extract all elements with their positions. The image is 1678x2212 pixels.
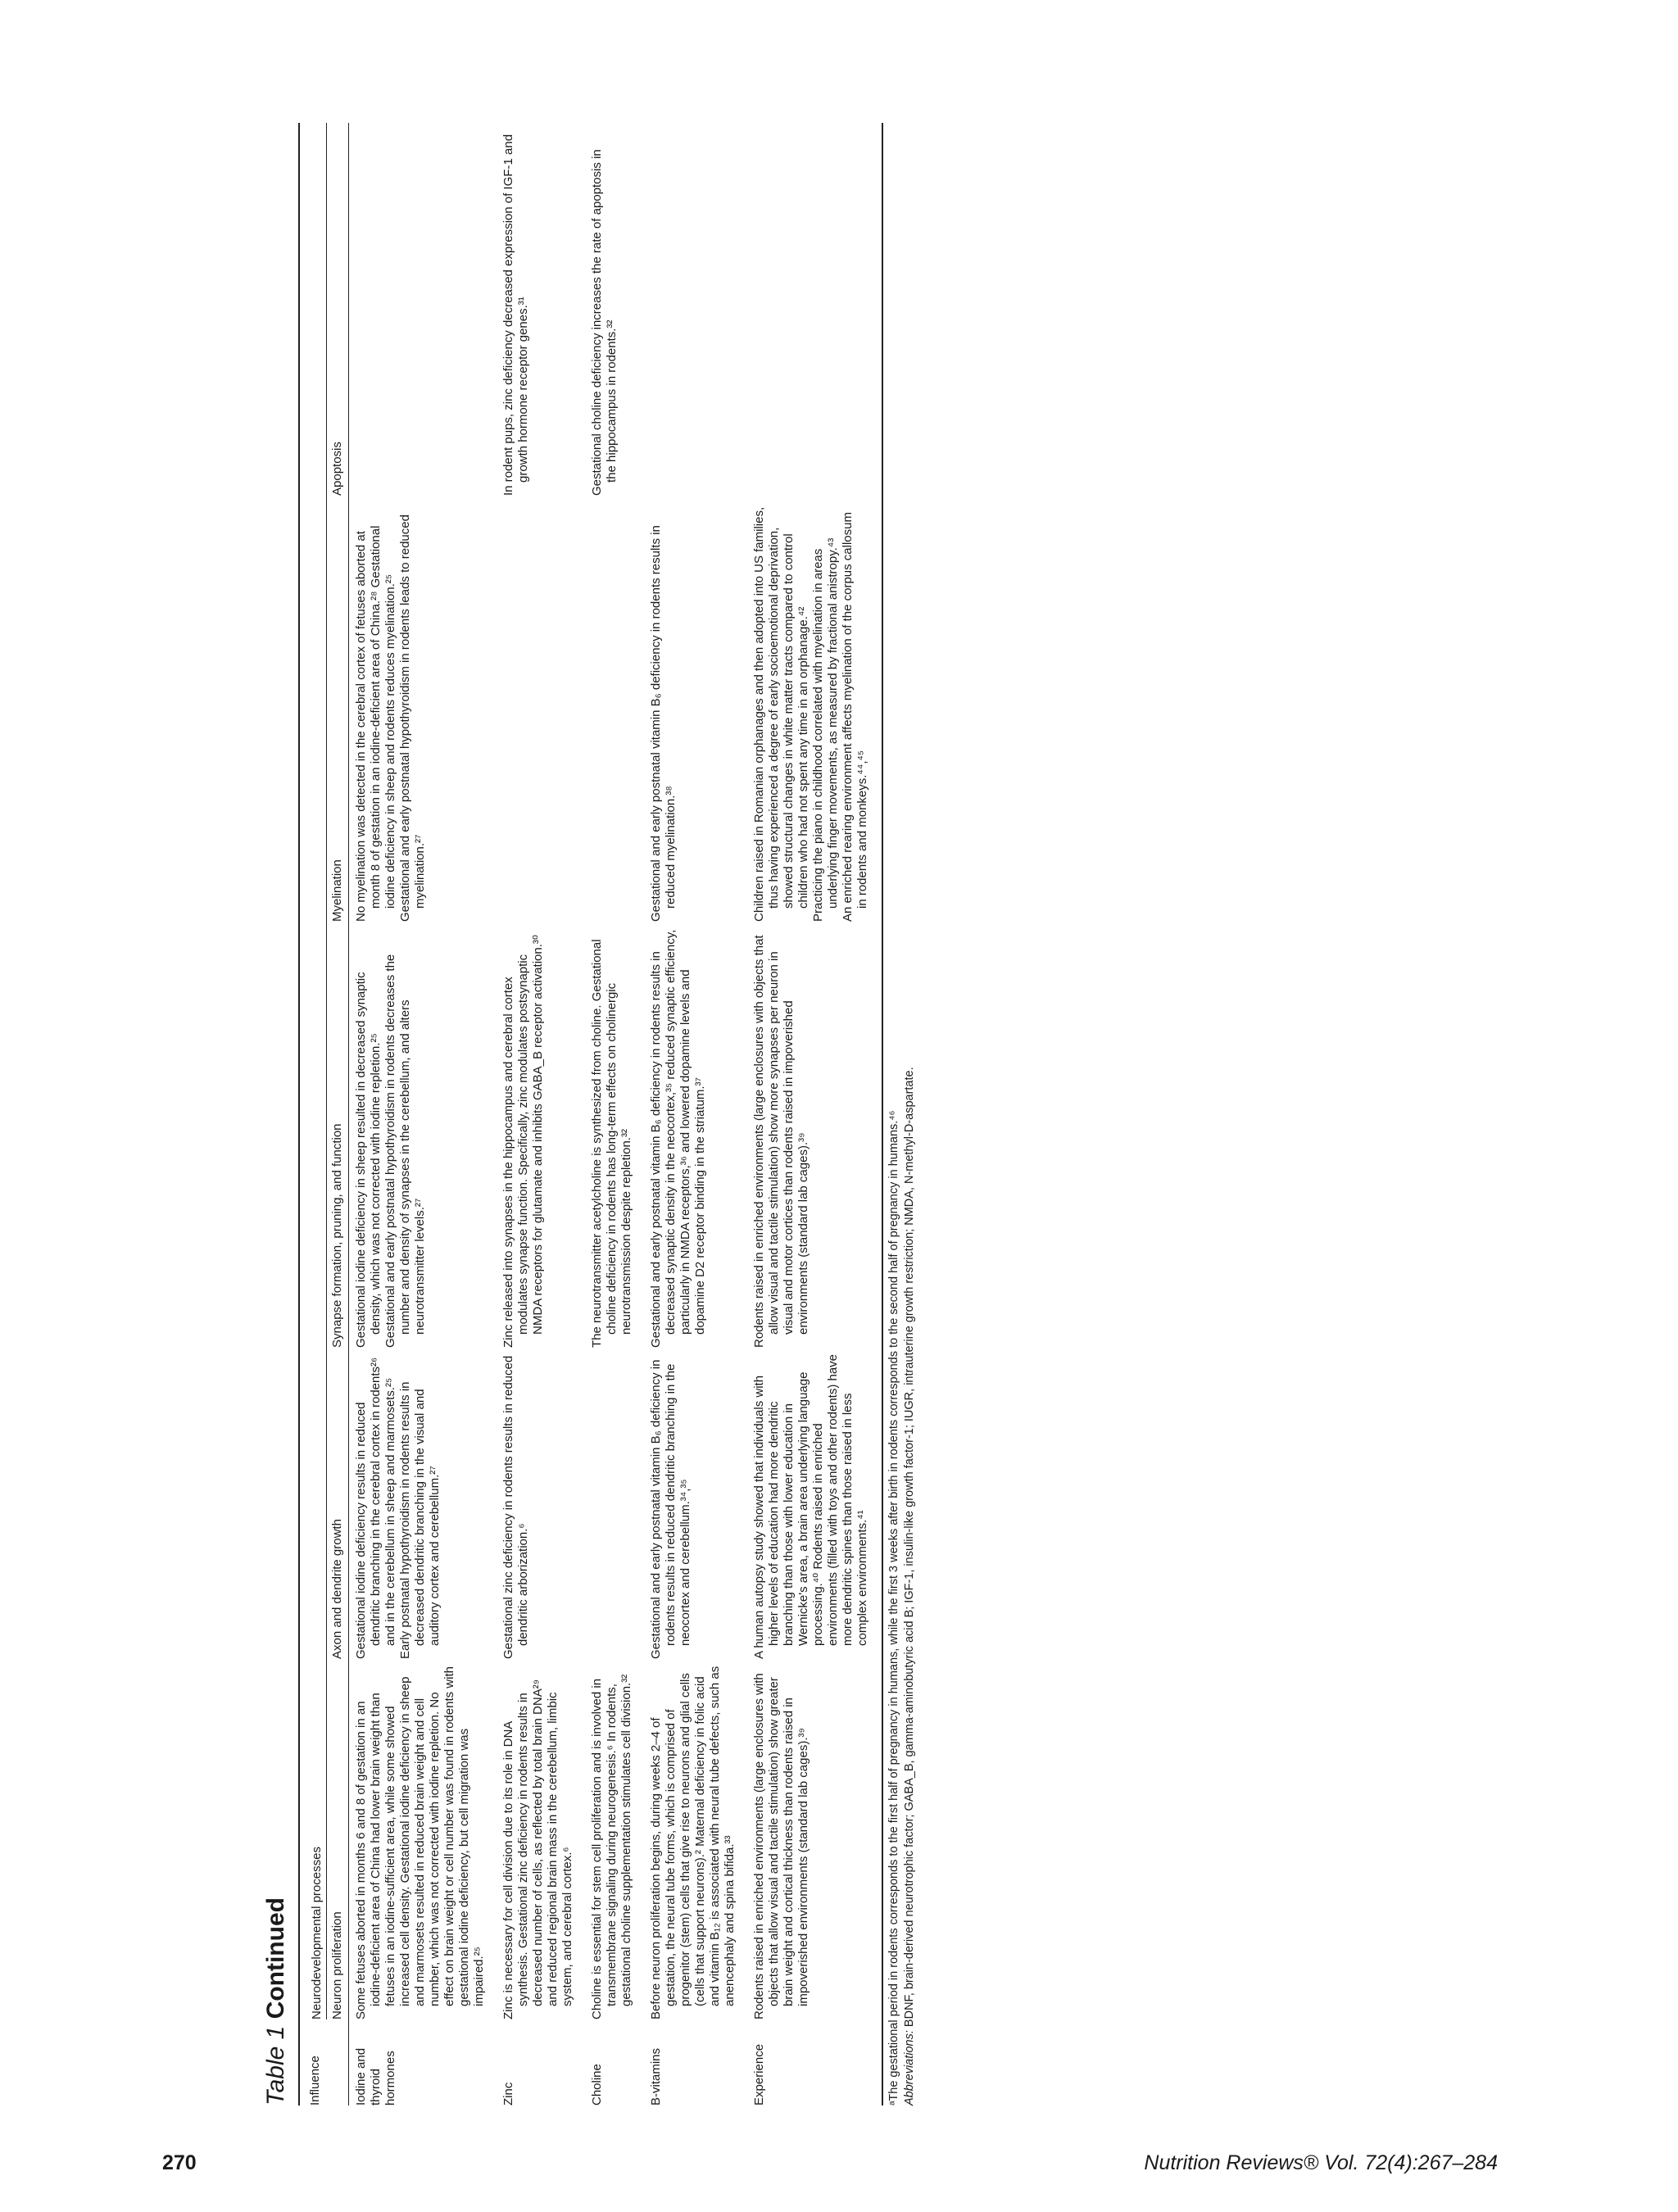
- header-col: Synapse formation, pruning, and function: [326, 922, 348, 1348]
- header-col: Apoptosis: [326, 123, 348, 496]
- table-row: [644, 123, 747, 2105]
- header-col: Neuron proliferation: [326, 1659, 348, 2019]
- cell-neuron-proliferation: [747, 1659, 880, 2019]
- cell-neuron-proliferation: [585, 1659, 644, 2019]
- header-col: Axon and dendrite growth: [326, 1348, 348, 1659]
- cell-neuron-proliferation: [497, 1659, 585, 2019]
- cell-myelination: [747, 496, 880, 922]
- cell-paragraph: Children raised in Romanian orphanages and then adopted into US families, thus having experienced a degree of early socioemotional deprivation, showed structural changes in white matter tracts compared to control children who had not spent any time in an orphanage.⁴²: [751, 506, 810, 922]
- cell-synapse: [585, 922, 644, 1348]
- top-rule: [298, 123, 300, 2105]
- cell-paragraph: Rodents raised in enriched environments (large enclosures with objects that allow visual and tactile stimulation) show more synapses per neuron in visual and motor cortices than rodents raised in impoverished environments (standard lab cages).³⁹: [751, 935, 810, 1348]
- table-label: Table 1: [262, 2025, 289, 2105]
- cell-apoptosis: [497, 123, 585, 496]
- cell-myelination: [585, 496, 644, 922]
- header-group: Neurodevelopmental processes: [305, 123, 326, 2019]
- table-row: [348, 123, 497, 2105]
- table-continued: Continued: [262, 1897, 289, 2019]
- cell-paragraph: Gestational and early postnatal hypothyroidism in rodents decreases the number and density of synapses in the cerebellum, and alters neurotransmitter levels.²⁷: [383, 954, 427, 1348]
- table-body: [348, 123, 880, 2105]
- cell-paragraph: Some fetuses aborted in months 6 and 8 of gestation in an iodine-deficient area of China had lower brain weight than fetuses in an iodine-sufficient area, while some showed increased cell density. Gestational iodine deficiency in sheep and marmosets resulted in reduced brain weight and cell number, which was not corrected with iodine repletion. No effect on brain weight or cell number was found in rodents with gestational iodine deficiency, but cell migration was impaired.²⁵: [353, 1666, 486, 2019]
- cell-paragraph: Zinc released into synapses in the hippocampus and cerebral cortex modulates synapse function. Specifically, zinc modulates postsynaptic NMDA receptors for glutamate and inhibits GABA_B receptor activation.³⁰: [501, 935, 545, 1348]
- cell-apoptosis: [348, 123, 497, 496]
- cell-axon-dendrite: [348, 1348, 497, 1659]
- table-row: [747, 123, 880, 2105]
- cell-apoptosis: [747, 123, 880, 496]
- cell-paragraph: Choline is essential for stem cell proliferation and is involved in transmembrane signaling during neurogenesis.⁶ In rodents, gestational choline supplementation stimulates cell division.³²: [589, 1674, 633, 2019]
- header-influence-spacer: [326, 2019, 348, 2105]
- cell-synapse: [497, 922, 585, 1348]
- cell-neuron-proliferation: [644, 1659, 747, 2019]
- cell-paragraph: Gestational and early postnatal vitamin B₆ deficiency in rodents results in reduced dendritic branching in the neocortex and cerebellum.³⁴,³⁵: [648, 1359, 692, 1659]
- row-influence: Zinc: [501, 2082, 515, 2105]
- cell-axon-dendrite: [585, 1348, 644, 1659]
- row-influence: Iodine and thyroid hormones: [353, 2047, 397, 2105]
- cell-myelination: [644, 496, 747, 922]
- data-table: [305, 123, 880, 2105]
- cell-axon-dendrite: [644, 1348, 747, 1659]
- footnote-abbreviations: [902, 123, 918, 2105]
- bottom-rule: [882, 123, 883, 2105]
- table-title: [262, 1897, 290, 2105]
- journal-citation: Nutrition Reviews® Vol. 72(4):267–284: [1144, 2151, 1498, 2174]
- cell-paragraph: Before neuron proliferation begins, during weeks 2–4 of gestation, the neural tube forms, which is comprised of progenitor (stem) cells that give rise to neurons and glial cells (cells that support neurons).² Maternal deficiency in folic acid and vitamin B₁₂ is associated with neural tube defects, such as anencephaly and spina bifida.³³: [648, 1666, 737, 2019]
- cell-paragraph: Gestational choline deficiency increases the rate of apoptosis in the hippocampus in rodents.³²: [589, 149, 619, 496]
- cell-neuron-proliferation: [348, 1659, 497, 2019]
- cell-paragraph: In rodent pups, zinc deficiency decreased expression of IGF-1 and growth hormone receptor genes.³¹: [501, 134, 530, 496]
- cell-apoptosis: [585, 123, 644, 496]
- abbreviations-text: BDNF, brain-derived neurotrophic factor; GABA_B, gamma-aminobutyric acid B; IGF-1, insulin-like growth factor-1; IUGR, intrauterine growth restriction; NMDA, N-methyl-D-aspartate.: [903, 1067, 916, 2028]
- cell-synapse: [348, 922, 497, 1348]
- cell-paragraph: A human autopsy study showed that individuals with higher levels of education had more dendritic branching than those with lower education in Wernicke's area, a brain area underlying language processing.⁴⁰ Rodents raised in enriched environments (filled with toys and other rodents) have more dendritic spines than those raised in less complex environments.⁴¹: [751, 1353, 869, 1659]
- abbreviations-label: Abbreviations:: [903, 2030, 916, 2105]
- cell-axon-dendrite: [747, 1348, 880, 1659]
- cell-paragraph: Gestational iodine deficiency results in reduced dendritic branching in the cerebral cortex in rodents²⁶ and in the cerebellum in sheep and marmosets.²⁵: [353, 1357, 397, 1659]
- cell-paragraph: Gestational and early postnatal hypothyroidism in rodents leads to reduced myelination.²⁷: [397, 514, 427, 922]
- cell-synapse: [747, 922, 880, 1348]
- header-influence: Influence: [308, 2056, 322, 2105]
- cell-paragraph: Zinc is necessary for cell division due to its role in DNA synthesis. Gestational zinc deficiency in rodents results in decreased number of cells, as reflected by total brain DNA²⁹ and reduced regional brain mass in the cerebellum, limbic system, and cerebral cortex.⁶: [501, 1679, 574, 2019]
- row-influence: Experience: [751, 2043, 766, 2105]
- cell-myelination: [497, 496, 585, 922]
- cell-paragraph: No myelination was detected in the cerebral cortex of fetuses aborted at month 8 of gestation in an iodine-deficient area of China.²⁸ Gestational iodine deficiency in sheep and rodents reduces myelination.²⁵: [353, 525, 397, 922]
- cell-paragraph: An enriched rearing environment affects myelination of the corpus callosum in rodents and monkeys.⁴⁴,⁴⁵: [840, 512, 869, 922]
- cell-myelination: [348, 496, 497, 922]
- cell-paragraph: Gestational zinc deficiency in rodents results in reduced dendritic arborization.⁶: [501, 1355, 530, 1659]
- cell-apoptosis: [644, 123, 747, 496]
- cell-axon-dendrite: [497, 1348, 585, 1659]
- rotated-table-page: [262, 107, 1344, 2105]
- cell-paragraph: Gestational and early postnatal vitamin B₆ deficiency in rodents results in reduced myelination.³⁸: [648, 525, 678, 922]
- page-number: 270: [162, 2151, 197, 2174]
- cell-paragraph: Practicing the piano in childhood correlated with myelination in areas underlying finger movements, as measured by fractional anistropy.⁴³: [810, 537, 840, 922]
- table-row: [497, 123, 585, 2105]
- header-col: Myelination: [326, 496, 348, 922]
- cell-paragraph: The neurotransmitter acetylcholine is synthesized from choline. Gestational choline deficiency in rodents has long-term effects on cholinergic neurotransmission despite repletion.³²: [589, 939, 633, 1348]
- table-row: [585, 123, 644, 2105]
- row-influence: Choline: [589, 2064, 604, 2105]
- cell-paragraph: Gestational iodine deficiency in sheep resulted in decreased synaptic density, which was not corrected with iodine repletion.²⁵: [353, 972, 383, 1348]
- cell-synapse: [644, 922, 747, 1348]
- footnote-a: ᵃThe gestational period in rodents corresponds to the first half of pregnancy in humans, while the first 3 weeks after birth in rodents corresponds to the second half of pregnancy in humans.⁴⁶: [887, 1110, 900, 2105]
- cell-paragraph: Gestational and early postnatal vitamin B₆ deficiency in rodents results in decreased synaptic density in the neocortex,³⁵ reduced synaptic efficiency, particularly in NMDA receptors,³⁶ and lowered dopamine levels and dopamine D2 receptor binding in the striatum.³⁷: [648, 929, 707, 1348]
- row-influence: B-vitamins: [648, 2047, 663, 2105]
- cell-paragraph: Rodents raised in enriched environments (large enclosures with objects that allow visual and tactile stimulation) show greater brain weight and cortical thickness than rodents raised in impoverished environments (standard lab cages).³⁹: [751, 1673, 810, 2019]
- cell-paragraph: Early postnatal hypothyroidism in rodents results in decreased dendritic branching in the visual and auditory cortex and cerebellum.²⁷: [397, 1381, 442, 1659]
